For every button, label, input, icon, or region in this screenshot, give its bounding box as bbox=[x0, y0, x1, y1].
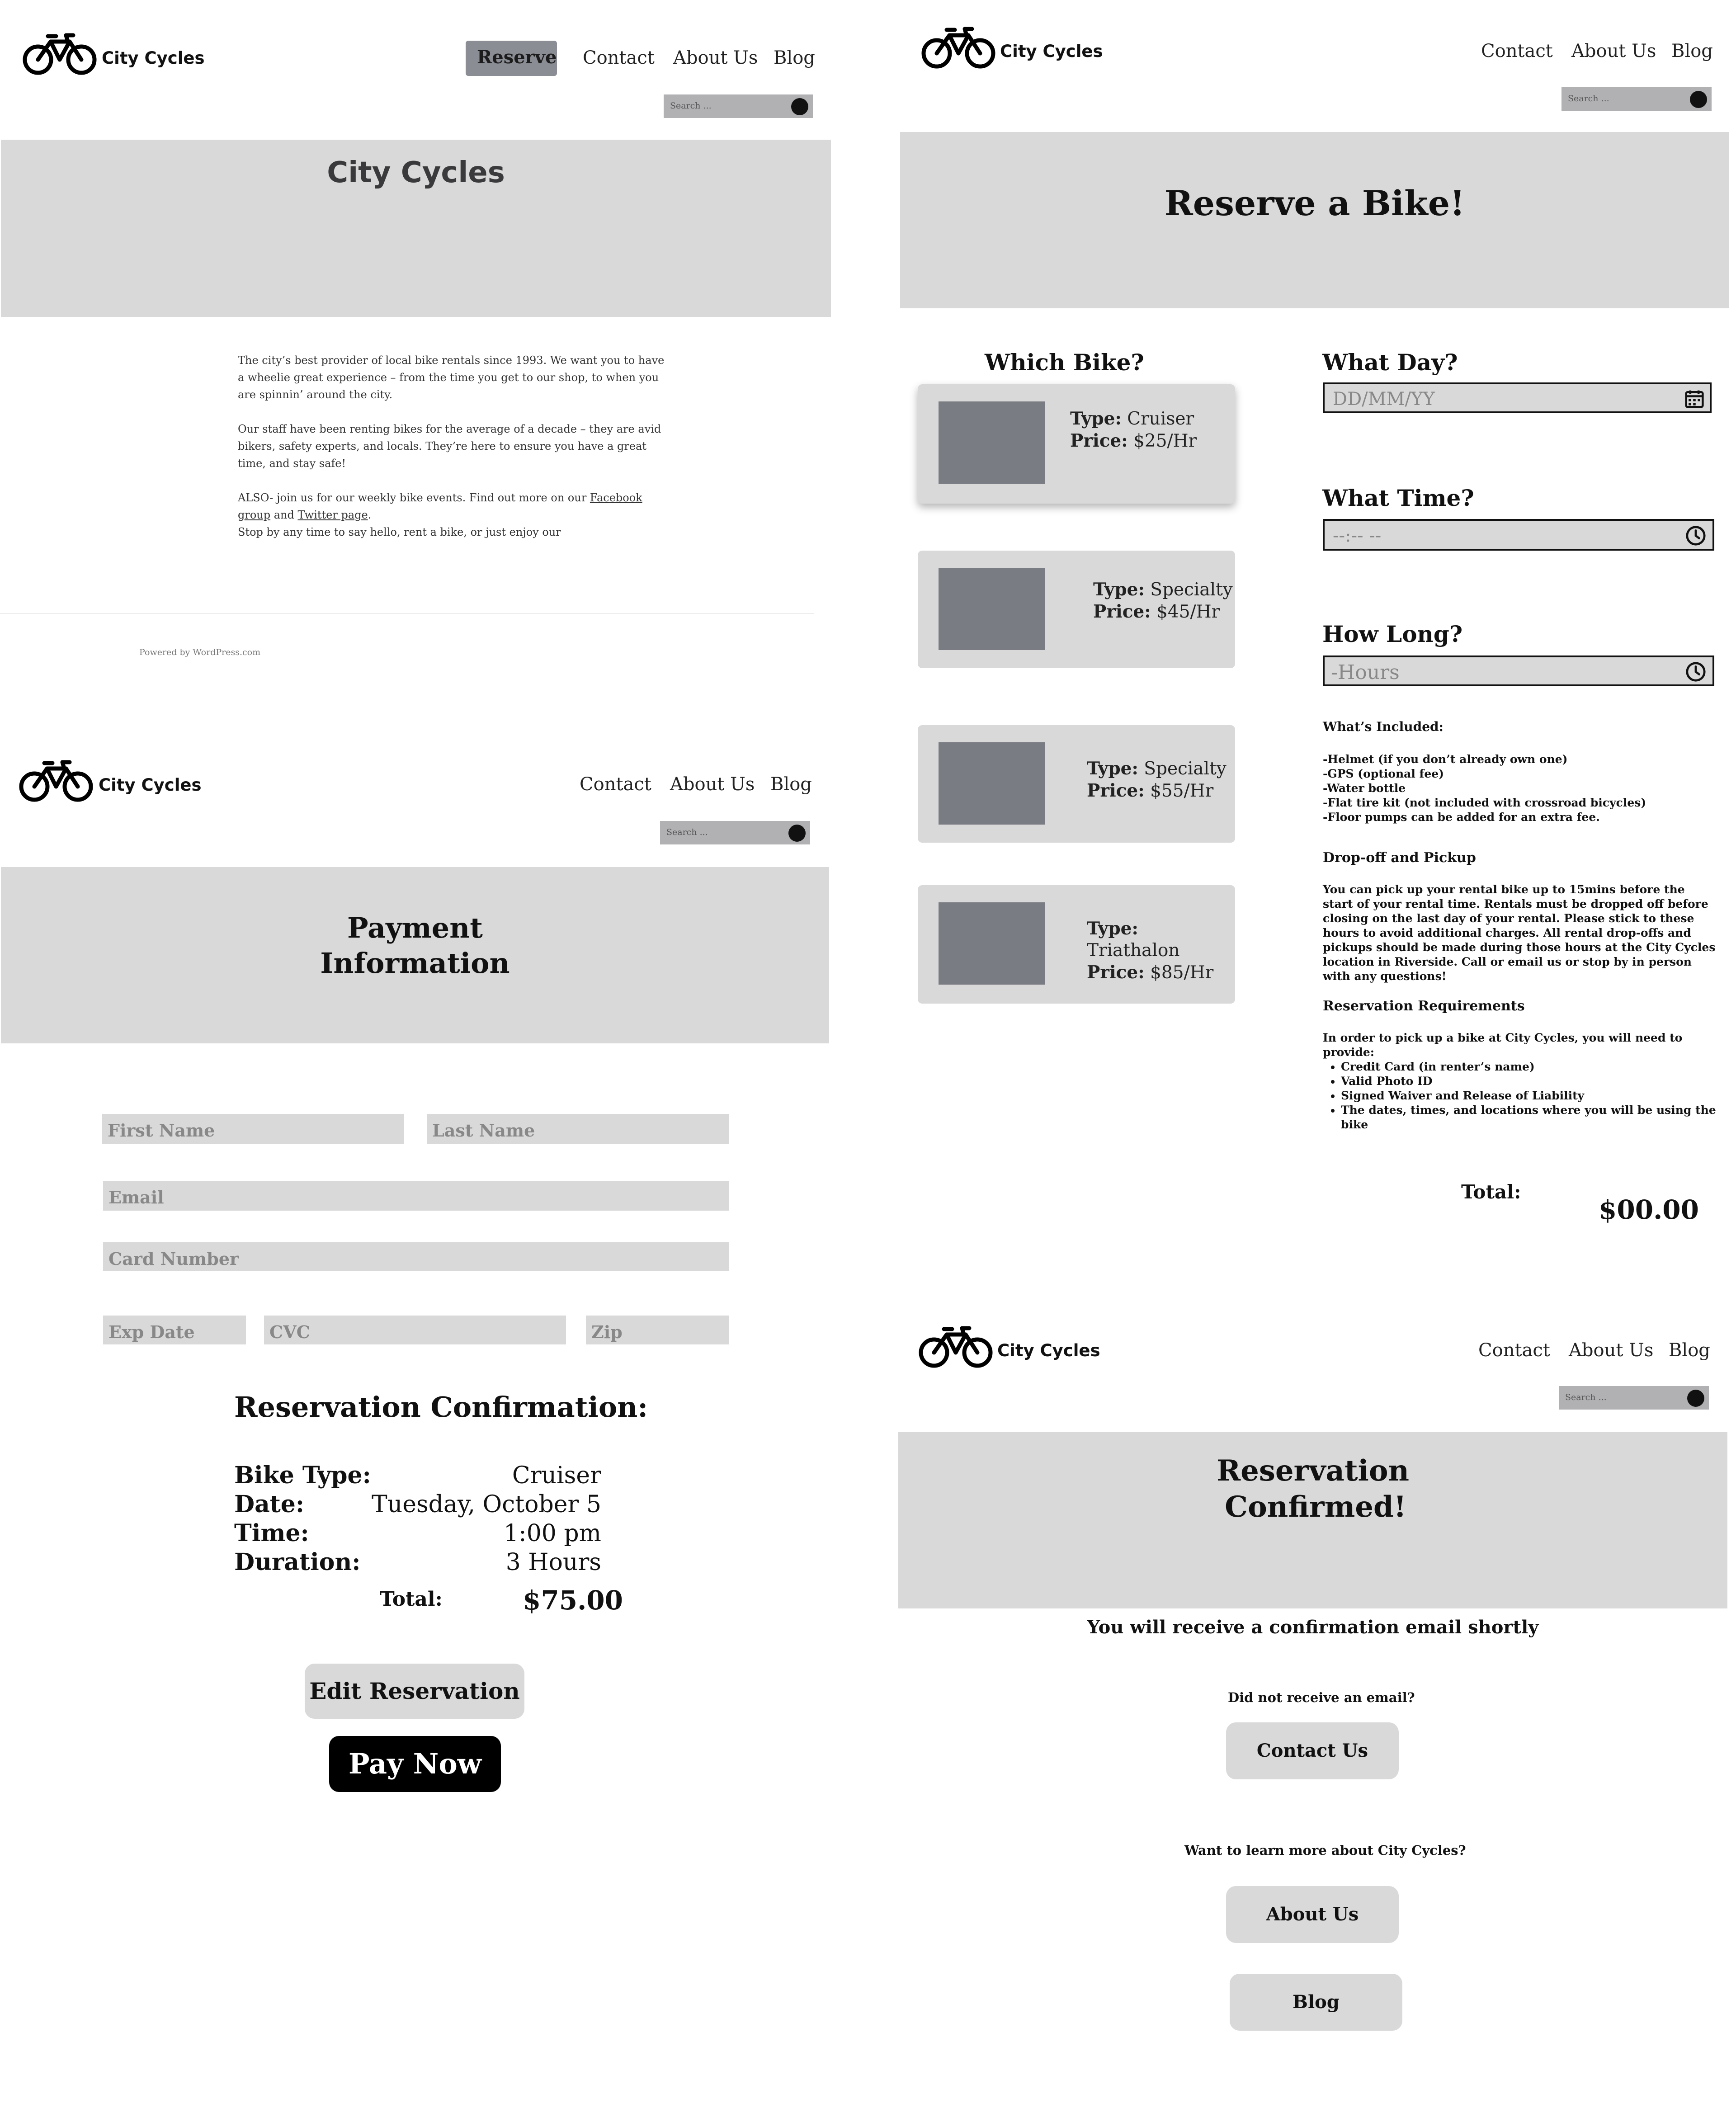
facebook-link[interactable]: Facebook group bbox=[238, 491, 642, 521]
time-input[interactable] bbox=[1323, 519, 1714, 551]
nav-contact-link[interactable]: Contact bbox=[580, 774, 651, 795]
confirmation-heading: Reservation Confirmation: bbox=[234, 1391, 648, 1424]
nav-blog-link[interactable]: Blog bbox=[774, 47, 815, 68]
nav-blog-link[interactable]: Blog bbox=[770, 774, 812, 795]
dropoff-text: You can pick up your rental bike up to 15mins before the start of your rental time. Rentals must be dropped off before closing on the last day of your rental. Please stick to these hours to avoid additional charges. All rental drop-offs and pickups should be made during those hours at the City Cycles location in Riverside. Call or email us or stop by in person with any questions! bbox=[1323, 883, 1716, 983]
exp-placeholder: Exp Date bbox=[108, 1322, 195, 1342]
detail-label: Time: bbox=[234, 1519, 309, 1547]
requirement-item: • Signed Waiver and Release of Liability bbox=[1341, 1089, 1716, 1103]
bicycle-logo-icon[interactable] bbox=[921, 25, 995, 71]
home-para-2: Our staff have been renting bikes for the average of a decade – they are avid bikers, safety experts, and locals. They’re here to ensure you have a great time, and stay safe! bbox=[238, 423, 661, 470]
bike-price: $45/Hr bbox=[1156, 602, 1220, 622]
dropoff-section bbox=[1323, 851, 1716, 984]
bike-type: Specialty bbox=[1150, 580, 1233, 600]
included-item: -Floor pumps can be added for an extra fee. bbox=[1323, 811, 1600, 824]
type-label: Type: bbox=[1087, 758, 1138, 779]
search-input[interactable] bbox=[1559, 1386, 1709, 1410]
bike-type: Cruiser bbox=[1127, 409, 1194, 429]
detail-label: Bike Type: bbox=[234, 1462, 371, 1489]
requirement-item: • Credit Card (in renter’s name) bbox=[1341, 1060, 1716, 1074]
no-email-text: Did not receive an email? bbox=[1228, 1690, 1415, 1705]
payment-title: Payment Information bbox=[320, 911, 510, 980]
bike-info bbox=[1070, 408, 1197, 452]
detail-value: Tuesday, October 5 bbox=[372, 1491, 601, 1518]
learn-more-text: Want to learn more about City Cycles? bbox=[1184, 1843, 1466, 1858]
bike-type: Specialty bbox=[1144, 759, 1227, 779]
detail-label: Duration: bbox=[234, 1548, 361, 1576]
how-long-label: How Long? bbox=[1322, 621, 1463, 647]
last-name-input[interactable] bbox=[427, 1114, 729, 1144]
search-icon[interactable] bbox=[1687, 1390, 1704, 1407]
bicycle-logo-icon[interactable] bbox=[19, 759, 93, 804]
confirmed-title bbox=[898, 1453, 1727, 1525]
blog-button[interactable]: Blog bbox=[1230, 1974, 1402, 2031]
bicycle-logo-icon[interactable] bbox=[23, 32, 97, 77]
included-title: What’s Included: bbox=[1323, 719, 1444, 734]
reserve-hero-banner bbox=[900, 132, 1729, 308]
card-number-placeholder: Card Number bbox=[108, 1249, 239, 1269]
type-label: Type: bbox=[1070, 408, 1122, 429]
email-field[interactable] bbox=[103, 1181, 729, 1211]
detail-value: 3 Hours bbox=[505, 1549, 601, 1576]
home-hero-banner bbox=[1, 140, 831, 317]
time-placeholder: --:-- -- bbox=[1333, 525, 1382, 546]
nav-blog-link[interactable]: Blog bbox=[1671, 41, 1713, 61]
bike-option-cruiser[interactable] bbox=[918, 384, 1235, 504]
clock-icon[interactable] bbox=[1685, 661, 1706, 682]
confirmation-email-message: You will receive a confirmation email shortly bbox=[1087, 1617, 1539, 1638]
search-placeholder: Search ... bbox=[670, 101, 712, 111]
price-label: Price: bbox=[1087, 780, 1145, 801]
requirements-title: Reservation Requirements bbox=[1323, 998, 1525, 1014]
brand-name[interactable]: City Cycles bbox=[1000, 42, 1103, 61]
requirement-item: • The dates, times, and locations where you will be using the bike bbox=[1341, 1103, 1716, 1132]
requirement-item: • Valid Photo ID bbox=[1341, 1074, 1716, 1089]
about-us-button[interactable]: About Us bbox=[1226, 1886, 1399, 1943]
bike-price: $55/Hr bbox=[1150, 781, 1214, 801]
search-input[interactable] bbox=[1561, 87, 1712, 111]
nav-contact-link[interactable]: Contact bbox=[583, 47, 655, 68]
search-input[interactable] bbox=[660, 821, 810, 844]
what-day-label: What Day? bbox=[1322, 349, 1458, 376]
included-item: -Helmet (if you don’t already own one) bbox=[1323, 753, 1568, 766]
search-placeholder: Search ... bbox=[1568, 94, 1609, 104]
confirmed-title-line-1: Reservation bbox=[1216, 1454, 1410, 1488]
which-bike-heading: Which Bike? bbox=[985, 349, 1144, 376]
zip-placeholder: Zip bbox=[591, 1322, 623, 1342]
included-item: -GPS (optional fee) bbox=[1323, 767, 1444, 780]
bike-info bbox=[1087, 918, 1235, 984]
bike-info bbox=[1087, 758, 1227, 802]
requirements-list bbox=[1323, 1060, 1716, 1132]
bike-price: $85/Hr bbox=[1150, 962, 1214, 983]
nav-reserve-label: Reserve bbox=[477, 47, 557, 68]
nav-contact-link[interactable]: Contact bbox=[1478, 1340, 1550, 1361]
requirements-section bbox=[1323, 999, 1716, 1132]
bike-price: $25/Hr bbox=[1133, 431, 1197, 451]
first-name-placeholder: First Name bbox=[108, 1120, 215, 1141]
dropoff-title: Drop-off and Pickup bbox=[1323, 850, 1476, 866]
payment-total-label: Total: bbox=[380, 1588, 443, 1611]
detail-row bbox=[234, 1548, 601, 1577]
exp-date-input[interactable] bbox=[103, 1316, 246, 1344]
card-number-input[interactable] bbox=[103, 1242, 729, 1271]
first-name-input[interactable] bbox=[102, 1114, 404, 1144]
search-icon[interactable] bbox=[791, 98, 808, 115]
detail-value: Cruiser bbox=[512, 1462, 601, 1489]
calendar-icon[interactable] bbox=[1684, 389, 1704, 409]
home-title: City Cycles bbox=[327, 156, 505, 189]
brand-name[interactable]: City Cycles bbox=[102, 48, 205, 68]
bike-option-triathalon[interactable] bbox=[918, 885, 1235, 1004]
bike-option-specialty[interactable] bbox=[918, 551, 1235, 668]
bike-option-specialty-2[interactable] bbox=[918, 725, 1235, 843]
footer-credit[interactable]: Powered by WordPress.com bbox=[139, 647, 261, 657]
detail-label: Date: bbox=[234, 1490, 305, 1518]
price-label: Price: bbox=[1093, 601, 1151, 622]
detail-row bbox=[234, 1519, 601, 1548]
bike-image-placeholder bbox=[939, 902, 1045, 985]
type-label: Type: bbox=[1087, 918, 1138, 939]
bike-image-placeholder bbox=[939, 401, 1045, 484]
search-icon[interactable] bbox=[1690, 91, 1707, 108]
reserve-total-label: Total: bbox=[1461, 1181, 1521, 1203]
duration-placeholder: -Hours bbox=[1331, 661, 1400, 684]
confirmed-title-line-2: Confirmed! bbox=[1225, 1490, 1406, 1524]
edit-reservation-button[interactable]: Edit Reservation bbox=[305, 1664, 524, 1719]
clock-icon[interactable] bbox=[1685, 525, 1706, 546]
twitter-link[interactable]: Twitter page bbox=[297, 509, 368, 521]
duration-input[interactable] bbox=[1323, 656, 1714, 686]
detail-row bbox=[234, 1490, 601, 1519]
detail-value: 1:00 pm bbox=[504, 1520, 601, 1547]
nav-about-link[interactable]: About Us bbox=[670, 774, 755, 795]
search-icon[interactable] bbox=[788, 825, 806, 842]
brand-name[interactable]: City Cycles bbox=[997, 1341, 1100, 1360]
reserve-title: Reserve a Bike! bbox=[1164, 183, 1465, 223]
detail-row bbox=[234, 1461, 601, 1490]
zip-input[interactable] bbox=[586, 1316, 729, 1344]
brand-name[interactable]: City Cycles bbox=[99, 775, 202, 795]
type-label: Type: bbox=[1093, 579, 1145, 600]
included-item: -Water bottle bbox=[1323, 782, 1406, 795]
home-para-1: The city’s best provider of local bike rentals since 1993. We want you to have a wheelie great experience – from the time you get to our shop, to when you are spinnin’ around the city. bbox=[238, 354, 665, 401]
cvc-placeholder: CVC bbox=[269, 1322, 310, 1342]
cvc-input[interactable] bbox=[264, 1316, 566, 1344]
home-para-4: Stop by any time to say hello, rent a bike, or just enjoy our bbox=[238, 526, 561, 538]
bike-info bbox=[1093, 579, 1233, 623]
date-placeholder: DD/MM/YY bbox=[1333, 389, 1435, 410]
footer-divider bbox=[0, 613, 814, 614]
nav-about-link[interactable]: About Us bbox=[673, 47, 758, 68]
included-section bbox=[1323, 720, 1716, 825]
bike-image-placeholder bbox=[939, 742, 1045, 825]
bicycle-logo-icon[interactable] bbox=[919, 1325, 993, 1370]
search-placeholder: Search ... bbox=[666, 827, 708, 837]
and-text: and bbox=[270, 509, 298, 521]
home-para-3 bbox=[238, 489, 672, 523]
price-label: Price: bbox=[1087, 962, 1145, 983]
para3-end: . bbox=[368, 509, 372, 521]
confirmed-hero-banner bbox=[898, 1432, 1727, 1608]
para3-text: ALSO- join us for our weekly bike events. Find out more on our bbox=[238, 491, 590, 504]
search-input[interactable] bbox=[664, 94, 813, 118]
reserve-total-value: $00.00 bbox=[1599, 1194, 1699, 1225]
price-label: Price: bbox=[1070, 430, 1128, 451]
contact-us-button[interactable]: Contact Us bbox=[1226, 1722, 1399, 1779]
bike-image-placeholder bbox=[939, 568, 1045, 650]
pay-now-button[interactable]: Pay Now bbox=[329, 1736, 501, 1792]
nav-contact-link[interactable]: Contact bbox=[1481, 41, 1553, 61]
nav-about-link[interactable]: About Us bbox=[1569, 1340, 1654, 1361]
payment-hero-banner bbox=[1, 867, 829, 1043]
included-item: -Flat tire kit (not included with crossroad bicycles) bbox=[1323, 796, 1646, 809]
home-content bbox=[238, 352, 672, 541]
confirmation-details bbox=[234, 1461, 601, 1577]
email-placeholder: Email bbox=[108, 1187, 164, 1207]
bike-type: Triathalon bbox=[1087, 940, 1180, 961]
date-input[interactable] bbox=[1323, 382, 1712, 413]
what-time-label: What Time? bbox=[1322, 485, 1474, 511]
payment-total-value: $75.00 bbox=[523, 1585, 623, 1616]
requirements-intro: In order to pick up a bike at City Cycles, you will need to provide: bbox=[1323, 1031, 1683, 1059]
nav-blog-link[interactable]: Blog bbox=[1669, 1340, 1710, 1361]
last-name-placeholder: Last Name bbox=[432, 1120, 535, 1141]
nav-about-link[interactable]: About Us bbox=[1571, 41, 1656, 61]
search-placeholder: Search ... bbox=[1565, 1392, 1607, 1402]
